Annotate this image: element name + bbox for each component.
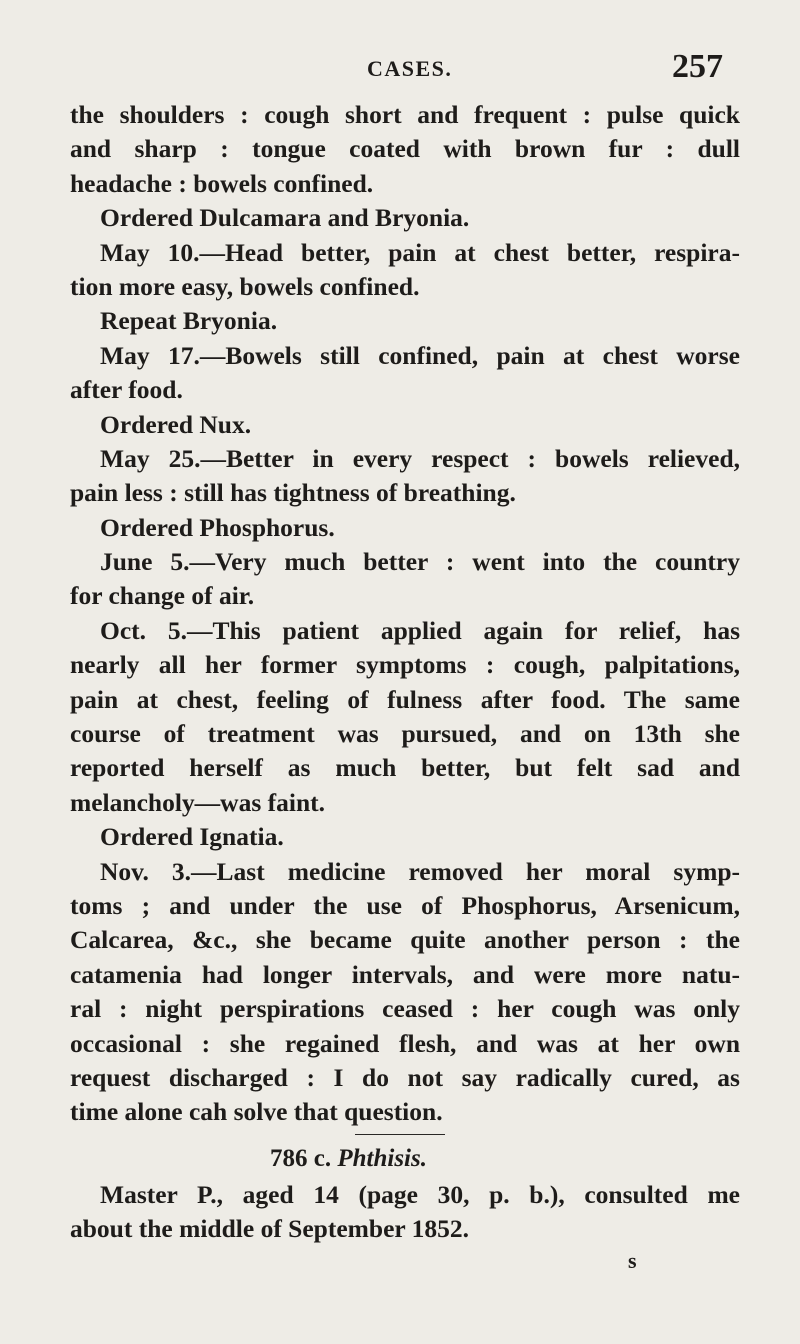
text-line: request discharged : I do not say radically cured, as xyxy=(70,1062,740,1092)
text-line: about the middle of September 1852. xyxy=(70,1214,470,1244)
text-line: the shoulders : cough short and frequent : pulse quick xyxy=(70,100,740,129)
text-line: pain less : still has tightness of breathing. xyxy=(70,478,516,508)
signature-mark: s xyxy=(628,1248,637,1273)
text-line: May 17.—Bowels still confined, pain at chest worse xyxy=(100,340,740,370)
text-line: Ordered Ignatia. xyxy=(100,822,284,852)
text-line: nearly all her former symptoms : cough, palpitations, xyxy=(70,650,740,680)
running-head xyxy=(0,48,800,102)
text-line: pain at chest, feeling of fulness after food. The same xyxy=(70,684,740,714)
page-number: 257 xyxy=(672,48,723,85)
text-line: Calcarea, &c., she became quite another person : the xyxy=(70,925,740,955)
text-line: May 10.—Head better, pain at chest better, respira- xyxy=(100,237,740,267)
text-line: headache : bowels confined. xyxy=(70,168,374,198)
body-text xyxy=(70,98,740,1130)
text-line: course of treatment was pursued, and on 13th she xyxy=(70,719,740,749)
text-line: Ordered Dulcamara and Bryonia. xyxy=(100,203,470,233)
running-title: CASES. xyxy=(367,56,453,81)
text-line: after food. xyxy=(70,375,183,405)
text-line: reported herself as much better, but felt sad and xyxy=(70,753,740,783)
section-title: Phthisis. xyxy=(337,1145,427,1172)
text-line: melancholy—was faint. xyxy=(70,787,325,817)
section-number: 786 c. xyxy=(270,1145,332,1172)
text-line: toms ; and under the use of Phosphorus, Arsenicum, xyxy=(70,890,740,920)
text-line: tion more easy, bowels confined. xyxy=(70,271,420,301)
section-divider xyxy=(355,1134,445,1135)
text-line: occasional : she regained flesh, and was at her own xyxy=(70,1028,740,1058)
text-line: Master P., aged 14 (page 30, p. b.), consulted me xyxy=(100,1180,740,1209)
text-line: Oct. 5.—This patient applied again for relief, has xyxy=(100,615,740,645)
text-line: Ordered Nux. xyxy=(100,409,252,439)
text-line: ral : night perspirations ceased : her cough was only xyxy=(70,994,740,1024)
text-line: for change of air. xyxy=(70,581,255,611)
text-line: time alone cah solve that question. xyxy=(70,1097,443,1127)
text-line: Repeat Bryonia. xyxy=(100,306,278,336)
text-line: Ordered Phosphorus. xyxy=(100,512,335,542)
text-line: Nov. 3.—Last medicine removed her moral symp- xyxy=(100,856,740,886)
text-line: and sharp : tongue coated with brown fur : dull xyxy=(70,134,740,164)
case-text xyxy=(70,1178,740,1247)
text-line: May 25.—Better in every respect : bowels relieved, xyxy=(100,443,740,473)
section-heading xyxy=(270,1145,427,1173)
text-line: catamenia had longer intervals, and were more natu- xyxy=(70,959,740,989)
text-line: June 5.—Very much better : went into the country xyxy=(100,547,740,577)
